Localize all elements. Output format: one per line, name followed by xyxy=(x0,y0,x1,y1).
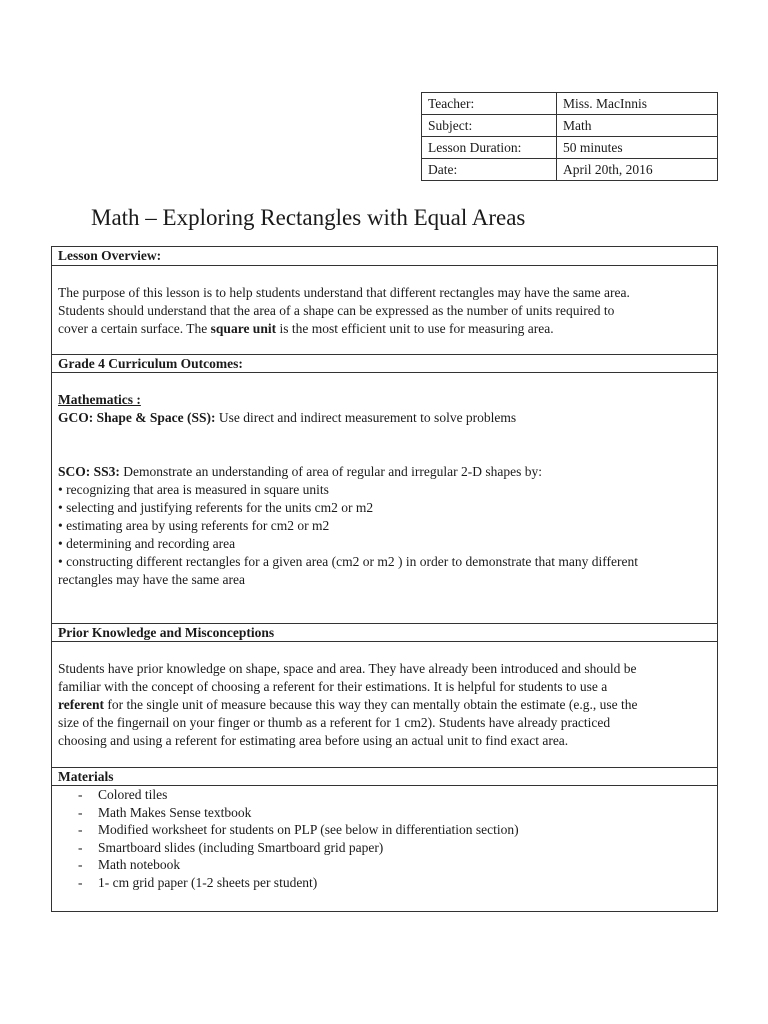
list-item xyxy=(52,874,717,892)
sco-bullet: • recognizing that area is measured in square units xyxy=(58,482,329,497)
sco-body xyxy=(58,463,709,589)
material-label: Colored tiles xyxy=(98,787,168,802)
prior-body xyxy=(58,660,709,750)
info-row-duration xyxy=(422,137,718,159)
overview-line: Students should understand that the area of a shape can be expressed as the number of units required to xyxy=(58,303,615,318)
dash-bullet: - xyxy=(78,787,83,802)
gco-line xyxy=(58,409,709,427)
info-label: Lesson Duration: xyxy=(422,137,557,159)
material-label: Modified worksheet for students on PLP (see below in differentiation section) xyxy=(98,822,519,837)
info-row-teacher xyxy=(422,93,718,115)
prior-text: for the single unit of measure because this way they can mentally obtain the estimate (e.g., use the xyxy=(103,697,638,712)
info-label: Teacher: xyxy=(422,93,557,115)
section-header-materials: Materials xyxy=(52,767,717,786)
list-item xyxy=(52,856,717,874)
overview-text: is the most efficient unit to use for measuring area. xyxy=(276,321,554,336)
materials-body xyxy=(52,786,717,891)
dash-bullet: - xyxy=(78,822,83,837)
sco-bullet: • selecting and justifying referents for the units cm2 or m2 xyxy=(58,500,374,515)
section-header-overview: Lesson Overview: xyxy=(52,247,717,266)
info-row-subject xyxy=(422,115,718,137)
dash-bullet: - xyxy=(78,839,83,855)
dash-bullet: - xyxy=(78,857,83,872)
material-label: Math notebook xyxy=(98,857,181,872)
gco-label: GCO: Shape & Space (SS): xyxy=(58,410,216,425)
material-label: Math Makes Sense textbook xyxy=(98,804,252,820)
lesson-plan-table xyxy=(51,246,718,912)
material-label: Smartboard slides (including Smartboard grid paper) xyxy=(98,839,384,855)
info-row-date xyxy=(422,159,718,181)
section-header-prior-knowledge: Prior Knowledge and Misconceptions xyxy=(52,623,717,642)
info-label: Date: xyxy=(422,159,557,181)
overview-text: cover a certain surface. The xyxy=(58,321,211,336)
materials-list xyxy=(52,786,717,891)
sco-line xyxy=(58,463,709,481)
sco-bullet: • determining and recording area xyxy=(58,536,236,551)
list-item xyxy=(52,821,717,839)
info-value: Miss. MacInnis xyxy=(557,93,718,115)
lesson-info-table xyxy=(421,92,718,181)
info-value: 50 minutes xyxy=(557,137,718,159)
outcomes-subject xyxy=(58,391,709,409)
subject-heading: Mathematics : xyxy=(58,392,141,407)
list-item xyxy=(52,804,717,822)
info-value: April 20th, 2016 xyxy=(557,159,718,181)
overview-line: The purpose of this lesson is to help students understand that different rectangles may have the same area. xyxy=(58,285,630,300)
info-label: Subject: xyxy=(422,115,557,137)
prior-line: Students have prior knowledge on shape, space and area. They have already been introduced and should be xyxy=(58,661,637,676)
sco-bullet: • estimating area by using referents for cm2 or m2 xyxy=(58,518,330,533)
dash-bullet: - xyxy=(78,874,83,890)
overview-emphasis: square unit xyxy=(210,321,277,336)
prior-line xyxy=(58,696,709,714)
prior-line: choosing and using a referent for estimating area before using an actual unit to find exact area. xyxy=(58,733,569,748)
sco-text: Demonstrate an understanding of area of regular and irregular 2-D shapes by: xyxy=(119,464,542,479)
outcomes-body xyxy=(58,391,709,427)
sco-label: SCO: SS3: xyxy=(58,464,120,479)
document-title: Math – Exploring Rectangles with Equal Areas xyxy=(91,205,526,230)
section-header-outcomes: Grade 4 Curriculum Outcomes: xyxy=(52,354,717,373)
prior-line: size of the fingernail on your finger or thumb as a referent for 1 cm2). Students have already practiced xyxy=(58,715,611,730)
overview-body xyxy=(58,284,709,338)
list-item xyxy=(52,839,717,857)
dash-bullet: - xyxy=(78,804,83,820)
material-label: 1- cm grid paper (1-2 sheets per student) xyxy=(98,874,318,890)
prior-line: familiar with the concept of choosing a referent for their estimations. It is helpful for students to use a xyxy=(58,679,608,694)
list-item xyxy=(52,786,717,804)
info-value: Math xyxy=(557,115,718,137)
sco-bullet: • constructing different rectangles for a given area (cm2 or m2 ) in order to demonstrate that many different xyxy=(58,554,639,569)
gco-text: Use direct and indirect measurement to solve problems xyxy=(215,410,517,425)
prior-emphasis: referent xyxy=(58,697,104,712)
sco-bullet: rectangles may have the same area xyxy=(58,572,246,587)
overview-line xyxy=(58,320,709,338)
